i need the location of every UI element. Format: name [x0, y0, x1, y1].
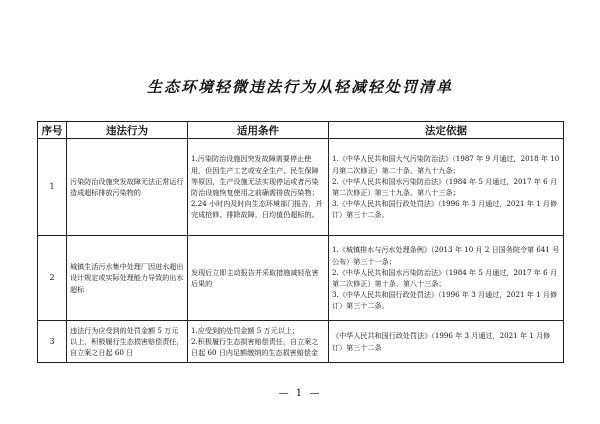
condition-item: 1.应受到的处罚金额 5 万元以上；	[191, 325, 300, 335]
legal-basis-cell	[329, 139, 564, 236]
header-conditions: 适用条件	[188, 122, 329, 139]
violation-cell: 城镇生活污水集中处理厂因进水超出设计规定或实际处理能力导致的出水超标	[67, 236, 188, 321]
table-header-row	[38, 122, 564, 139]
condition-item: 发现后立即主动报告并采取措施减轻危害后果的	[191, 267, 319, 288]
conditions-cell	[188, 139, 329, 236]
table-row	[38, 139, 564, 236]
row-number: 2	[38, 236, 67, 321]
row-number: 1	[38, 139, 67, 236]
basis-item: 1.《城镇排水与污水处理条例》（2013 年 10 月 2 日国务院令第 641 号公布）第三十一条；	[332, 245, 560, 266]
basis-item: 2.《中华人民共和国水污染防治法》（1984 年 5 月通过，2017 年 6 月第二次修正）第十条、第八十三条；	[332, 267, 558, 288]
header-index: 序号	[38, 122, 67, 139]
legal-basis-cell	[329, 236, 564, 321]
condition-item: 2.积极履行生态损害赔偿责任，自立案之日起 60 日内足额缴纳的生态损害赔偿金	[191, 336, 319, 358]
conditions-cell	[188, 321, 329, 363]
violation-cell: 污染防治设施突发故障无法正常运行造成超标排放污染物的	[67, 139, 188, 236]
basis-item: 1.《中华人民共和国大气污染防治法》（1987 年 9 月通过，2018 年 10 月第二次修正）第二十条、第九十九条；	[332, 154, 560, 175]
condition-item: 2.24 小时内及时向生态环境部门报告，并完成抢修、排除故障，日均值仍超标的。	[191, 199, 323, 220]
page-number: — 1 —	[278, 388, 322, 399]
page-title: 生态环境轻微违法行为从轻减轻处罚清单	[146, 78, 453, 96]
header-violation: 违法行为	[67, 122, 188, 139]
basis-item: 《中华人民共和国行政处罚法》（1996 年 3 月通过，2021 年 1 月修订）第三十二条	[332, 331, 551, 352]
violation-cell: 违法行为应受到的处罚金额 5 万元以上，积极履行生态损害赔偿责任，自立案之日起 60 日	[67, 321, 188, 363]
legal-basis-cell	[329, 321, 564, 363]
basis-item: 2.《中华人民共和国水污染防治法》（1984 年 5 月通过，2017 年 6 月第二次修正）第三十九条、第八十三条；	[332, 176, 558, 197]
header-legal-basis: 法定依据	[329, 122, 564, 139]
penalty-list-table	[37, 121, 564, 363]
basis-item: 3.《中华人民共和国行政处罚法》（1996 年 3 月通过，2021 年 1 月修订）第三十二条。	[332, 199, 558, 220]
condition-item: 1.污染防治设施因突发故障需要停止使用，但因生产工艺或安全生产、民生保障等原因，生产设施无法实现停运或者污染防治设施恢复使用之前确需排放污染物；	[191, 154, 319, 197]
basis-item: 3.《中华人民共和国行政处罚法》（1996 年 3 月通过，2021 年 1 月修订）第三十二条。	[332, 290, 558, 311]
table-row	[38, 321, 564, 363]
table-row	[38, 236, 564, 321]
conditions-cell	[188, 236, 329, 321]
row-number: 3	[38, 321, 67, 363]
